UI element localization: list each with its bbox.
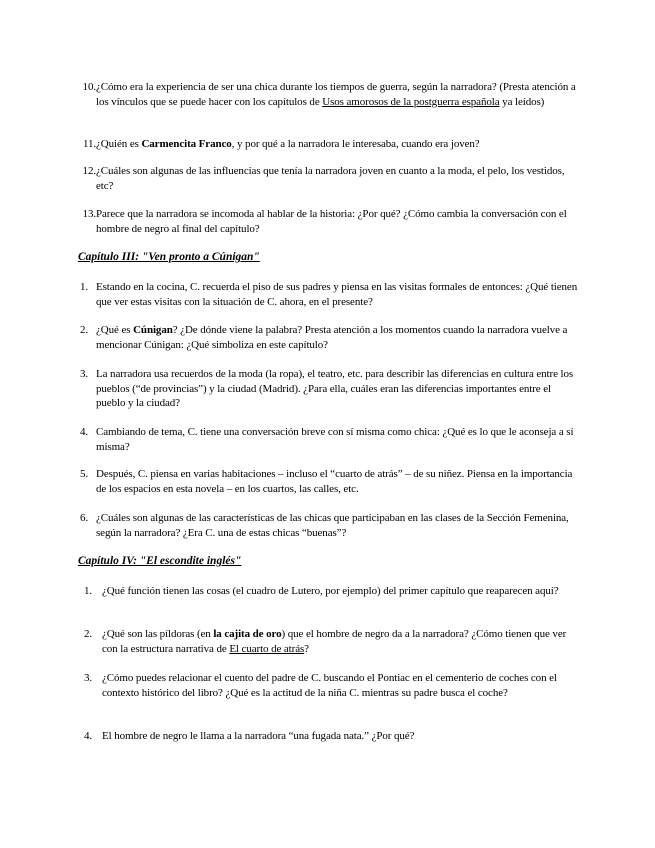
text-span: , y por qué a la narradora le interesaba, cuando era joven? (231, 138, 480, 150)
question-number: 10. (82, 81, 96, 93)
question-text (96, 323, 578, 352)
question-text (96, 425, 578, 454)
question-number: 4. (79, 426, 88, 438)
text-span: ¿Qué son las píldoras (en (102, 628, 214, 640)
question-text (96, 207, 578, 236)
text-span: Después, C. piensa en varias habitaciones – incluso el “cuarto de atrás” – de su niñez. Piensa en la importancia de los espacios en esta novela – en los cuartos, las calles, etc. (96, 468, 573, 495)
question-number: 13. (82, 208, 96, 220)
text-span: ¿Cómo era la experiencia de ser una chica durante los tiempos de guerra, según la narradora? (Presta atención a los vínculos que se puede hacer con los capítulos de (96, 81, 576, 108)
question-text (102, 627, 578, 656)
text-span: ¿Cuáles son algunas de las características de las chicas que participaban en las clases de la Sección Femenina, según la narradora? ¿Era C. una de estas chicas “buenas”? (96, 512, 569, 539)
section-title-cap3: Capítulo III: "Ven pronto a Cúnigan" (78, 251, 260, 263)
question-number: 3. (79, 368, 88, 380)
question-text (96, 511, 578, 540)
text-span: Cambiando de tema, C. tiene una conversación breve con sí misma como chica: ¿Qué es lo que le aconseja a sí misma? (96, 426, 574, 453)
text-span: La narradora usa recuerdos de la moda (la ropa), el teatro, etc. para describir las diferencias en cultura entre los pueblos (“de provincias”) y la ciudad (Madrid). ¿Para ella, cuáles eran las diferencias importantes entre el pueblo y la ciudad? (96, 368, 574, 409)
bold-term: Carmencita Franco (141, 138, 232, 150)
bold-term: Cúnigan (133, 324, 173, 336)
question-number: 3. (83, 672, 92, 684)
bold-term: la cajita de oro (213, 628, 282, 640)
question-text (96, 164, 578, 193)
book-title-link: El cuarto de atrás (229, 642, 305, 655)
question-number: 11. (82, 138, 96, 150)
question-text (96, 280, 578, 309)
question-number: 6. (79, 512, 88, 524)
question-text (102, 584, 578, 599)
question-text (96, 367, 578, 411)
text-span: ya leídos) (499, 95, 545, 108)
text-span: ¿Qué es (96, 324, 134, 336)
text-span: ) que el hombre de negro da a la narradora? ¿Cómo tienen que ver con la estructura narrativa de (102, 628, 567, 655)
question-number: 1. (79, 281, 88, 293)
section-title-cap4: Capítulo IV: "El escondite inglés" (78, 555, 242, 567)
question-number: 1. (83, 585, 92, 597)
text-span: Estando en la cocina, C. recuerda el piso de sus padres y piensa en las visitas formales de entonces: ¿Qué tienen que ver estas visitas con la situación de C. ahora, en el presente? (96, 281, 578, 308)
question-number: 4. (83, 730, 92, 742)
question-text (102, 671, 578, 700)
question-number: 2. (79, 324, 88, 336)
question-text (102, 729, 578, 744)
book-title-link: Usos amorosos de la postguerra española (322, 95, 500, 108)
text-span: ¿Cómo puedes relacionar el cuento del padre de C. buscando el Pontiac en el cementerio de coches con el contexto histórico del libro? ¿Qué es la actitud de la niña C. mientras su padre busca el coche? (102, 672, 557, 699)
text-span: ¿Cuáles son algunas de las influencias que tenía la narradora joven en cuanto a la moda, el pelo, los vestidos, etc? (96, 165, 565, 192)
question-number: 5. (79, 468, 88, 480)
question-number: 2. (83, 628, 92, 640)
question-text (96, 137, 578, 152)
text-span: ? (304, 642, 309, 655)
text-span: ? ¿De dónde viene la palabra? Presta atención a los momentos cuando la narradora vuelve a mencionar Cúnigan: ¿Qué simboliza en este capítulo? (96, 324, 568, 351)
text-span: El hombre de negro le llama a la narradora “una fugada nata.” ¿Por qué? (102, 730, 415, 742)
question-text (96, 467, 578, 496)
question-number: 12. (82, 165, 96, 177)
question-text (96, 80, 578, 109)
text-span: ¿Quién es (96, 138, 142, 150)
text-span: Parece que la narradora se incomoda al hablar de la historia: ¿Por qué? ¿Cómo cambia la conversación con el hombre de negro al final del capítulo? (96, 208, 567, 235)
text-span: ¿Qué función tienen las cosas (el cuadro de Lutero, por ejemplo) del primer capítulo que reaparecen aquí? (102, 585, 559, 597)
